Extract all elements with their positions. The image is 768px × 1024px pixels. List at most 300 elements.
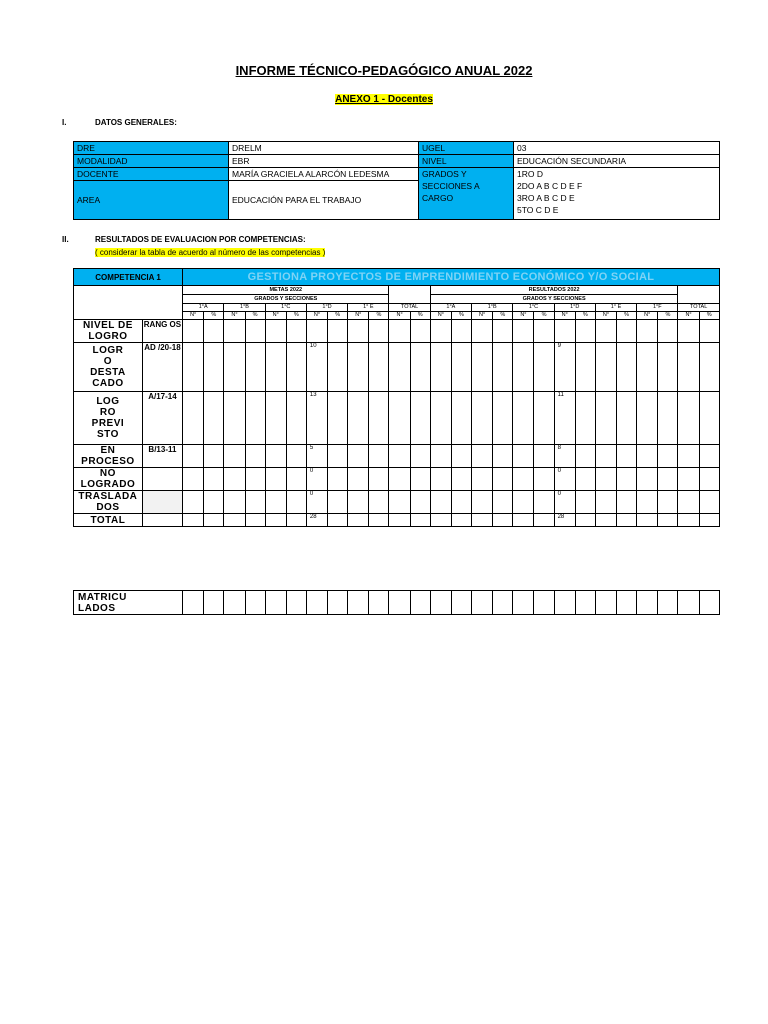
- data-cell: [183, 320, 204, 343]
- data-cell: [617, 343, 637, 392]
- grados-value: [514, 168, 720, 220]
- ugel-value: 03: [514, 142, 720, 155]
- matriculados-cell: [699, 591, 719, 615]
- data-cell: [204, 445, 224, 468]
- data-cell: [513, 491, 534, 514]
- data-cell: [617, 468, 637, 491]
- grade-header: 1°A: [430, 304, 471, 312]
- data-cell: [534, 445, 554, 468]
- data-cell: [328, 343, 348, 392]
- data-cell: [410, 468, 430, 491]
- meta-1d-value: 5: [306, 445, 327, 468]
- data-cell: [204, 320, 224, 343]
- data-cell: [617, 320, 637, 343]
- grados-label-line: CARGO: [422, 193, 454, 203]
- data-cell: [658, 343, 678, 392]
- data-cell: [348, 320, 369, 343]
- data-cell: [658, 445, 678, 468]
- resultados-total-header: TOTAL: [678, 304, 719, 312]
- meta-1d-value: 0: [306, 491, 327, 514]
- meta-1d-value: 13: [306, 392, 327, 445]
- grade-header: 1°D: [554, 304, 595, 312]
- pct-header: %: [369, 312, 389, 320]
- data-cell: [389, 514, 410, 527]
- docente-label: DOCENTE: [74, 168, 229, 181]
- data-cell: [595, 343, 616, 392]
- nivel-logro-line: RO: [99, 407, 116, 418]
- nivel-logro-label: [74, 392, 143, 445]
- data-cell: [699, 343, 719, 392]
- data-cell: [658, 491, 678, 514]
- data-cell: [678, 392, 699, 445]
- matriculados-cell: [183, 591, 204, 615]
- data-cell: [534, 392, 554, 445]
- matriculados-table: [73, 590, 720, 615]
- ugel-label: UGEL: [419, 142, 514, 155]
- nivel-logro-line: DESTA: [90, 367, 126, 378]
- data-cell: [224, 514, 245, 527]
- data-cell: [678, 468, 699, 491]
- pct-header: %: [204, 312, 224, 320]
- data-cell: [493, 514, 513, 527]
- grados-line: 1RO D: [517, 169, 543, 179]
- data-cell: [286, 491, 306, 514]
- data-cell: [658, 514, 678, 527]
- data-cell: [637, 343, 658, 392]
- data-cell: [328, 445, 348, 468]
- data-cell: [595, 392, 616, 445]
- nivel-value: EDUCACIÓN SECUNDARIA: [514, 155, 720, 168]
- n-header: N°: [637, 312, 658, 320]
- data-cell: [513, 320, 534, 343]
- n-header: N°: [183, 312, 204, 320]
- nivel-logro-line: EN: [100, 445, 116, 456]
- annex-heading: [0, 94, 768, 105]
- nivel-logro-label: [74, 468, 143, 491]
- data-cell: [183, 491, 204, 514]
- data-cell: [637, 392, 658, 445]
- matriculados-label-line: LADOS: [78, 602, 116, 614]
- area-label: AREA: [74, 181, 229, 220]
- data-cell: [369, 343, 389, 392]
- data-cell: [575, 320, 595, 343]
- pct-header: %: [493, 312, 513, 320]
- data-cell: [472, 445, 493, 468]
- data-cell: [493, 468, 513, 491]
- data-cell: [430, 343, 451, 392]
- data-cell: [472, 320, 493, 343]
- data-cell: [451, 320, 471, 343]
- grados-line: 3RO A B C D E: [517, 193, 575, 203]
- n-header: N°: [595, 312, 616, 320]
- n-header: N°: [678, 312, 699, 320]
- pct-header: %: [410, 312, 430, 320]
- data-cell: [493, 320, 513, 343]
- data-cell: [389, 343, 410, 392]
- section2-note: ( considerar la tabla de acuerdo al número de las competencias ): [95, 248, 326, 257]
- data-cell: [534, 320, 554, 343]
- data-cell: [265, 343, 286, 392]
- pct-header: %: [534, 312, 554, 320]
- data-cell: [451, 445, 471, 468]
- matriculados-cell: [348, 591, 369, 615]
- matriculados-cell: [617, 591, 637, 615]
- data-cell: [369, 468, 389, 491]
- data-cell: [472, 491, 493, 514]
- data-cell: [369, 445, 389, 468]
- grados-line: 5TO C D E: [517, 205, 559, 215]
- annex-separator: -: [379, 94, 388, 105]
- meta-1d-value: 28: [306, 514, 327, 527]
- competency-title: GESTIONA PROYECTOS DE EMPRENDIMIENTO ECONÓMICO Y/O SOCIAL: [183, 269, 720, 286]
- n-header: N°: [430, 312, 451, 320]
- pct-header: %: [451, 312, 471, 320]
- data-cell: [224, 468, 245, 491]
- data-cell: [575, 491, 595, 514]
- matriculados-cell: [328, 591, 348, 615]
- data-cell: [328, 514, 348, 527]
- data-cell: [389, 320, 410, 343]
- annex-label: ANEXO 1: [335, 94, 379, 105]
- matriculados-cell: [430, 591, 451, 615]
- data-cell: [410, 392, 430, 445]
- data-cell: [286, 343, 306, 392]
- table-row: [74, 155, 720, 168]
- blank-header-cell: [74, 286, 183, 320]
- grados-line: 2DO A B C D E F: [517, 181, 583, 191]
- data-cell: [534, 491, 554, 514]
- data-cell: [265, 320, 286, 343]
- data-cell: [410, 491, 430, 514]
- matriculados-label-line: MATRICU: [78, 591, 127, 603]
- metas-total-header: TOTAL: [389, 304, 430, 312]
- data-cell: [204, 468, 224, 491]
- data-cell: [451, 392, 471, 445]
- pct-header: %: [328, 312, 348, 320]
- n-header: N°: [472, 312, 493, 320]
- data-cell: [224, 392, 245, 445]
- grade-header: 1°C: [513, 304, 554, 312]
- matriculados-cell: [472, 591, 493, 615]
- pct-header: %: [575, 312, 595, 320]
- rango-cell: [142, 514, 182, 527]
- document-title: INFORME TÉCNICO-PEDAGÓGICO ANUAL 2022: [235, 63, 533, 78]
- general-data-table: [73, 141, 720, 220]
- data-cell: [534, 343, 554, 392]
- nivel-logro-line: LOGR: [92, 345, 124, 356]
- data-cell: [595, 320, 616, 343]
- resultado-1d-value: 9: [554, 343, 575, 392]
- nivel-logro-line: TRASLADA: [78, 491, 138, 502]
- grade-header: 1° E: [348, 304, 389, 312]
- data-cell: [348, 491, 369, 514]
- data-cell: [493, 343, 513, 392]
- meta-1d-value: 0: [306, 468, 327, 491]
- data-cell: [637, 468, 658, 491]
- nivel-logro-line: LOG: [96, 396, 120, 407]
- data-cell: [472, 468, 493, 491]
- matriculados-cell: [575, 591, 595, 615]
- data-cell: [513, 514, 534, 527]
- data-cell: [183, 514, 204, 527]
- data-cell: [575, 468, 595, 491]
- data-cell: [348, 514, 369, 527]
- data-cell: [369, 392, 389, 445]
- matriculados-cell: [306, 591, 327, 615]
- matriculados-cell: [410, 591, 430, 615]
- data-cell: [328, 491, 348, 514]
- table-row: [74, 491, 720, 514]
- table-row: [74, 591, 720, 615]
- dre-value: DRELM: [229, 142, 419, 155]
- data-cell: [678, 514, 699, 527]
- modalidad-label: MODALIDAD: [74, 155, 229, 168]
- data-cell: [699, 468, 719, 491]
- data-cell: [328, 392, 348, 445]
- modalidad-value: EBR: [229, 155, 419, 168]
- nivel-label: NIVEL: [419, 155, 514, 168]
- data-cell: [245, 468, 265, 491]
- data-cell: [513, 445, 534, 468]
- table-row: [74, 286, 720, 295]
- table-row: [74, 343, 720, 392]
- data-cell: [637, 491, 658, 514]
- data-cell: [699, 320, 719, 343]
- data-cell: [637, 514, 658, 527]
- grados-label: [419, 168, 514, 220]
- data-cell: [286, 445, 306, 468]
- matriculados-cell: [534, 591, 554, 615]
- matriculados-cell: [513, 591, 534, 615]
- data-cell: [451, 491, 471, 514]
- data-cell: [430, 445, 451, 468]
- nivel-logro-label: [74, 445, 143, 468]
- data-cell: [410, 445, 430, 468]
- n-header: N°: [389, 312, 410, 320]
- data-cell: [595, 491, 616, 514]
- data-cell: [204, 514, 224, 527]
- data-cell: [472, 514, 493, 527]
- blank-header-cell: [678, 286, 719, 304]
- data-cell: [699, 491, 719, 514]
- dre-label: DRE: [74, 142, 229, 155]
- data-cell: [183, 392, 204, 445]
- matriculados-cell: [389, 591, 410, 615]
- data-cell: [699, 514, 719, 527]
- nivel-logro-header: NIVEL DE LOGRO: [74, 320, 143, 343]
- data-cell: [699, 445, 719, 468]
- n-header: N°: [513, 312, 534, 320]
- data-cell: [204, 491, 224, 514]
- table-row: [74, 392, 720, 445]
- blank-header-cell: [389, 286, 430, 304]
- data-cell: [224, 320, 245, 343]
- n-header: N°: [554, 312, 575, 320]
- data-cell: [204, 392, 224, 445]
- pct-header: %: [699, 312, 719, 320]
- rango-cell: AD /20-18: [142, 343, 182, 392]
- matriculados-cell: [554, 591, 575, 615]
- nivel-logro-label: [74, 343, 143, 392]
- data-cell: [265, 491, 286, 514]
- section2-number: II.: [62, 235, 69, 244]
- data-cell: [286, 392, 306, 445]
- data-cell: [286, 468, 306, 491]
- data-cell: [617, 392, 637, 445]
- n-header: N°: [265, 312, 286, 320]
- pct-header: %: [617, 312, 637, 320]
- n-header: N°: [348, 312, 369, 320]
- matriculados-cell: [224, 591, 245, 615]
- rango-cell: [142, 468, 182, 491]
- table-row: [74, 320, 720, 343]
- matriculados-cell: [265, 591, 286, 615]
- matriculados-cell: [204, 591, 224, 615]
- n-header: N°: [224, 312, 245, 320]
- grados-label-line: GRADOS Y: [422, 169, 467, 179]
- data-cell: [348, 392, 369, 445]
- data-cell: [430, 468, 451, 491]
- data-cell: [183, 343, 204, 392]
- data-cell: [430, 514, 451, 527]
- grados-label-line: SECCIONES A: [422, 181, 480, 191]
- data-cell: [245, 445, 265, 468]
- nivel-logro-line: NO: [99, 468, 116, 479]
- section2-title: RESULTADOS DE EVALUACION POR COMPETENCIAS:: [95, 235, 306, 244]
- nivel-logro-label: [74, 491, 143, 514]
- nivel-logro-line: PREVI: [91, 418, 125, 429]
- data-cell: [554, 320, 575, 343]
- matriculados-cell: [678, 591, 699, 615]
- data-cell: [430, 491, 451, 514]
- matriculados-cell: [637, 591, 658, 615]
- section1-number: I.: [62, 118, 67, 127]
- data-cell: [513, 468, 534, 491]
- annex-topic: Docentes: [387, 94, 433, 105]
- grade-header: 1°A: [183, 304, 224, 312]
- data-cell: [410, 320, 430, 343]
- section1-title: DATOS GENERALES:: [95, 118, 177, 127]
- data-cell: [617, 514, 637, 527]
- table-row: [74, 514, 720, 527]
- data-cell: [410, 514, 430, 527]
- data-cell: [328, 468, 348, 491]
- pct-header: %: [286, 312, 306, 320]
- data-cell: [658, 320, 678, 343]
- data-cell: [575, 445, 595, 468]
- matriculados-cell: [658, 591, 678, 615]
- rango-cell: A/17-14: [142, 392, 182, 445]
- data-cell: [678, 320, 699, 343]
- nivel-logro-line: LOGRADO: [80, 479, 136, 490]
- data-cell: [451, 343, 471, 392]
- data-cell: [534, 514, 554, 527]
- data-cell: [245, 514, 265, 527]
- matriculados-cell: [451, 591, 471, 615]
- data-cell: [369, 491, 389, 514]
- data-cell: [348, 343, 369, 392]
- data-cell: [369, 320, 389, 343]
- data-cell: [245, 392, 265, 445]
- data-cell: [410, 343, 430, 392]
- data-cell: [575, 392, 595, 445]
- data-cell: [451, 514, 471, 527]
- metas-grados-secciones: GRADOS Y SECCIONES: [183, 295, 389, 304]
- table-row: [74, 445, 720, 468]
- data-cell: [389, 468, 410, 491]
- table-row: [74, 269, 720, 286]
- data-cell: [245, 343, 265, 392]
- data-cell: [699, 392, 719, 445]
- nivel-logro-line: PROCESO: [81, 456, 135, 467]
- data-cell: [617, 445, 637, 468]
- data-cell: [678, 491, 699, 514]
- matriculados-label: [74, 591, 183, 615]
- table-row: [74, 468, 720, 491]
- data-cell: [617, 491, 637, 514]
- matriculados-cell: [493, 591, 513, 615]
- data-cell: [369, 514, 389, 527]
- grade-header: 1°B: [224, 304, 265, 312]
- data-cell: [658, 468, 678, 491]
- area-value: EDUCACIÓN PARA EL TRABAJO: [229, 181, 419, 220]
- data-cell: [348, 468, 369, 491]
- data-cell: [265, 514, 286, 527]
- data-cell: [678, 343, 699, 392]
- data-cell: [389, 445, 410, 468]
- data-cell: [678, 445, 699, 468]
- data-cell: [595, 468, 616, 491]
- data-cell: [204, 343, 224, 392]
- data-cell: [575, 514, 595, 527]
- pct-header: %: [245, 312, 265, 320]
- competency-table: [73, 268, 720, 527]
- data-cell: [430, 320, 451, 343]
- data-cell: [265, 445, 286, 468]
- data-cell: [658, 392, 678, 445]
- data-cell: [245, 491, 265, 514]
- resultado-1d-value: 11: [554, 392, 575, 445]
- data-cell: [286, 320, 306, 343]
- n-header: N°: [306, 312, 327, 320]
- grade-header: 1° E: [595, 304, 636, 312]
- pct-header: %: [658, 312, 678, 320]
- data-cell: [224, 343, 245, 392]
- nivel-logro-line: TOTAL: [90, 514, 126, 526]
- resultado-1d-value: 0: [554, 468, 575, 491]
- resultados-grados-secciones: GRADOS Y SECCIONES: [430, 295, 678, 304]
- data-cell: [328, 320, 348, 343]
- data-cell: [472, 392, 493, 445]
- nivel-logro-line: O: [103, 356, 113, 367]
- nivel-logro-line: DOS: [96, 502, 120, 513]
- data-cell: [493, 392, 513, 445]
- data-cell: [389, 392, 410, 445]
- data-cell: [183, 468, 204, 491]
- data-cell: [265, 468, 286, 491]
- meta-1d-value: 10: [306, 343, 327, 392]
- docente-value: MARÍA GRACIELA ALARCÓN LEDESMA: [229, 168, 419, 181]
- table-row: [74, 142, 720, 155]
- nivel-logro-line: STO: [96, 429, 119, 440]
- data-cell: [534, 468, 554, 491]
- data-cell: [472, 343, 493, 392]
- rangos-header: RANG OS: [142, 320, 182, 343]
- resultado-1d-value: 8: [554, 445, 575, 468]
- data-cell: [286, 514, 306, 527]
- nivel-logro-label: [74, 514, 143, 527]
- data-cell: [430, 392, 451, 445]
